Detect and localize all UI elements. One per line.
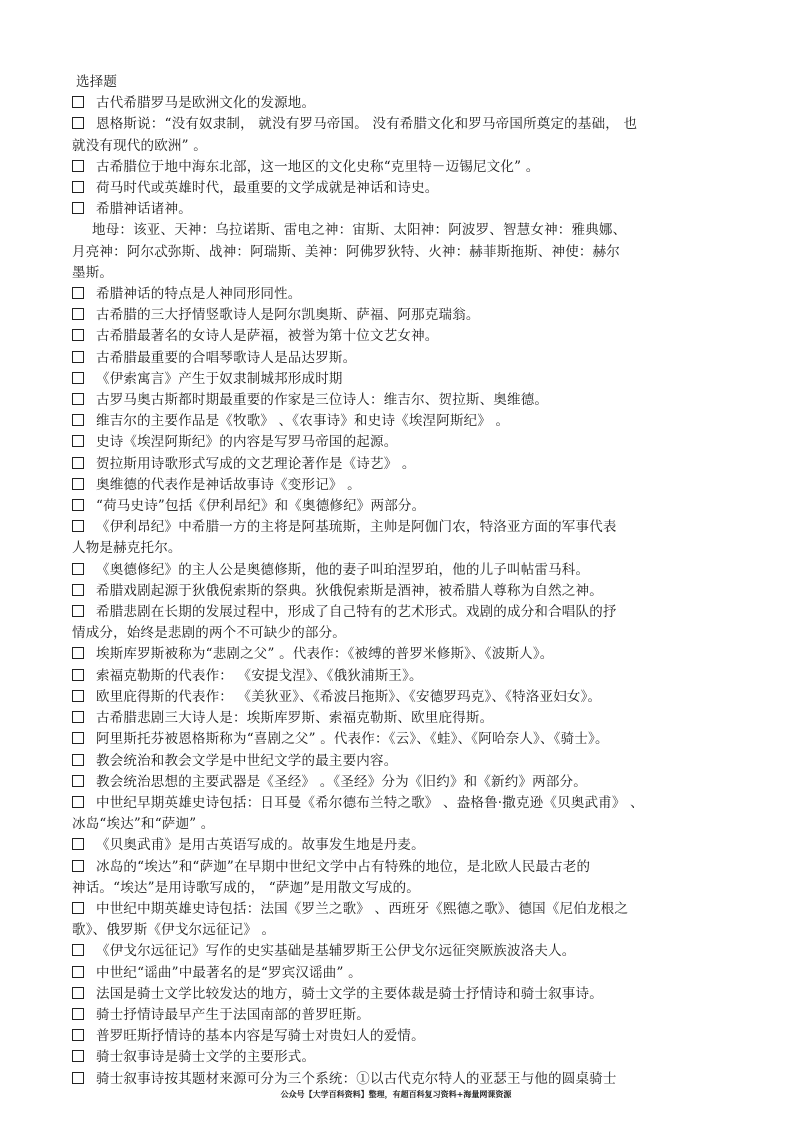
list-item-text: 冰岛“埃达”和“萨迦” 。 — [72, 816, 215, 833]
list-item — [72, 496, 712, 517]
list-item-continuation — [72, 136, 712, 157]
list-item-text: 中世纪早期英雄史诗包括：日耳曼《希尔德布兰特之歌》 、盎格鲁·撒克逊《贝奥武甫》 、 — [96, 794, 644, 811]
checkbox-icon — [72, 711, 84, 723]
list-item — [72, 602, 712, 623]
checkbox-icon — [72, 860, 84, 872]
checkbox-icon — [72, 308, 84, 320]
list-item-continuation — [72, 220, 712, 241]
list-item — [72, 178, 712, 199]
list-item — [72, 751, 712, 772]
list-item-text: 就没有现代的欧洲” 。 — [72, 137, 207, 154]
checkbox-icon — [72, 1050, 84, 1062]
list-item — [72, 1069, 712, 1090]
list-item — [72, 793, 712, 814]
checkbox-icon — [72, 987, 84, 999]
list-item-text: 希腊神话诸神。 — [96, 201, 192, 218]
list-item-continuation — [72, 538, 712, 559]
checkbox-icon — [72, 351, 84, 363]
list-item-text: 中世纪“谣曲”中最著名的是“罗宾汉谣曲” 。 — [96, 964, 362, 981]
list-item-text: 奥维德的代表作是神话故事诗《变形记》 。 — [96, 476, 361, 493]
list-item-text: 骑士抒情诗最早产生于法国南部的普罗旺斯。 — [96, 1006, 370, 1023]
list-item — [72, 114, 712, 135]
list-item — [72, 284, 712, 305]
list-item — [72, 963, 712, 984]
list-item — [72, 326, 712, 347]
list-item-text: 希腊神话的特点是人神同形同性。 — [96, 286, 302, 303]
list-item-text: 史诗《埃涅阿斯纪》的内容是写罗马帝国的起源。 — [96, 434, 398, 451]
list-item-continuation — [72, 920, 712, 941]
list-item — [72, 157, 712, 178]
checkbox-icon — [72, 605, 84, 617]
list-item-text: 《伊利昂纪》中希腊一方的主将是阿基琉斯，主帅是阿伽门农，特洛亚方面的军事代表 — [96, 519, 617, 536]
checkbox-icon — [72, 775, 84, 787]
checkbox-icon — [72, 563, 84, 575]
list-item-text: 月亮神：阿尔忒弥斯、战神：阿瑞斯、美神：阿佛罗狄特、火神：赫菲斯拖斯、神使：赫尔 — [72, 243, 620, 260]
list-item-text: 古希腊位于地中海东北部，这一地区的文化史称“克里特－迈锡尼文化” 。 — [96, 158, 540, 175]
list-item-text: 希腊戏剧起源于狄俄倪索斯的祭典。狄俄倪索斯是酒神，被希腊人尊称为自然之神。 — [96, 582, 603, 599]
list-item — [72, 772, 712, 793]
list-item-text: 法国是骑士文学比较发达的地方，骑士文学的主要体裁是骑士抒情诗和骑士叙事诗。 — [96, 985, 603, 1002]
checkbox-icon — [72, 160, 84, 172]
list-item — [72, 1047, 712, 1068]
list-item-text: 地母：该亚、天神：乌拉诺斯、雷电之神：宙斯、太阳神：阿波罗、智慧女神：雅典娜、 — [92, 222, 627, 239]
section-heading: 选择题 — [76, 74, 118, 90]
list-item-text: 教会统治和教会文学是中世纪文学的最主要内容。 — [96, 752, 398, 769]
list-item-text: 埃斯库罗斯被称为“悲剧之父” 。代表作：《被缚的普罗米修斯》、《波斯人》。 — [96, 646, 554, 663]
list-item-text: 教会统治思想的主要武器是《圣经》 。《圣经》分为《旧约》和《新约》两部分。 — [96, 773, 587, 790]
checkbox-icon — [72, 435, 84, 447]
list-item — [72, 1026, 712, 1047]
document-page — [72, 72, 712, 1090]
list-item-text: 人物是赫克托尔。 — [72, 540, 182, 557]
list-item-text: 索福克勒斯的代表作： 《安提戈涅》、《俄狄浦斯王》。 — [96, 667, 423, 684]
list-item-text: 《伊索寓言》产生于奴隶制城邦形成时期 — [96, 370, 343, 387]
list-item — [72, 411, 712, 432]
list-item — [72, 517, 712, 538]
list-item — [72, 390, 712, 411]
question-list — [72, 93, 712, 1090]
checkbox-icon — [72, 796, 84, 808]
list-item-continuation — [72, 242, 712, 263]
list-item-continuation — [72, 878, 712, 899]
checkbox-icon — [72, 732, 84, 744]
checkbox-icon — [72, 944, 84, 956]
checkbox-icon — [72, 690, 84, 702]
checkbox-icon — [72, 117, 84, 129]
list-item-text: 普罗旺斯抒情诗的基本内容是写骑士对贵妇人的爱情。 — [96, 1028, 425, 1045]
checkbox-icon — [72, 838, 84, 850]
checkbox-icon — [72, 393, 84, 405]
list-item — [72, 581, 712, 602]
list-item-text: 古罗马奥古斯都时期最重要的作家是三位诗人：维吉尔、贺拉斯、奥维德。 — [96, 392, 549, 409]
list-item-text: 骑士叙事诗是骑士文学的主要形式。 — [96, 1049, 316, 1066]
checkbox-icon — [72, 414, 84, 426]
checkbox-icon — [72, 584, 84, 596]
list-item — [72, 835, 712, 856]
checkbox-icon — [72, 647, 84, 659]
checkbox-icon — [72, 202, 84, 214]
list-item — [72, 475, 712, 496]
list-item-text: 古代希腊罗马是欧洲文化的发源地。 — [96, 95, 316, 112]
list-item — [72, 984, 712, 1005]
list-item-text: 欧里庇得斯的代表作： 《美狄亚》、《希波吕拖斯》、《安德罗玛克》、《特洛亚妇女》。 — [96, 688, 602, 705]
checkbox-icon — [72, 520, 84, 532]
list-item-text: 歌》、俄罗斯《伊戈尔远征记》 。 — [72, 922, 276, 939]
list-item-text: 古希腊最著名的女诗人是萨福，被誉为第十位文艺女神。 — [96, 328, 439, 345]
checkbox-icon — [72, 1008, 84, 1020]
list-item-text: 古希腊的三大抒情竖歌诗人是阿尔凯奥斯、萨福、阿那克瑞翁。 — [96, 307, 480, 324]
list-item — [72, 432, 712, 453]
list-item — [72, 348, 712, 369]
list-item — [72, 454, 712, 475]
list-item-text: 《伊戈尔远征记》写作的史实基础是基辅罗斯王公伊戈尔远征突厥族波洛夫人。 — [96, 943, 576, 960]
list-item-text: 神话。“埃达”是用诗歌写成的， “萨迦”是用散文写成的。 — [72, 879, 420, 896]
list-item — [72, 305, 712, 326]
list-item — [72, 666, 712, 687]
page-footer: 公众号【大学百科资料】整理，有超百科复习资料+海量网课资源 — [280, 1090, 512, 1099]
checkbox-icon — [72, 287, 84, 299]
list-item-text: 《贝奥武甫》是用古英语写成的。故事发生地是丹麦。 — [96, 837, 425, 854]
list-item — [72, 857, 712, 878]
checkbox-icon — [72, 1072, 84, 1084]
list-item-text: 冰岛的“埃达”和“萨迦”在早期中世纪文学中占有特殊的地位，是北欧人民最古老的 — [96, 858, 591, 875]
checkbox-icon — [72, 966, 84, 978]
checkbox-icon — [72, 478, 84, 490]
list-item-text: 恩格斯说：“没有奴隶制， 就没有罗马帝国。 没有希腊文化和罗马帝国所奠定的基础， 也 — [96, 116, 638, 133]
checkbox-icon — [72, 372, 84, 384]
list-item-continuation — [72, 814, 712, 835]
list-item — [72, 93, 712, 114]
list-item-text: 古希腊悲剧三大诗人是：埃斯库罗斯、索福克勒斯、欧里庇得斯。 — [96, 710, 494, 727]
list-item — [72, 899, 712, 920]
list-item — [72, 644, 712, 665]
checkbox-icon — [72, 902, 84, 914]
list-item — [72, 687, 712, 708]
list-item-text: 《奥德修纪》的主人公是奥德修斯，他的妻子叫珀涅罗珀，他的儿子叫帖雷马科。 — [96, 561, 590, 578]
list-item-text: 情成分，始终是悲剧的两个不可缺少的部分。 — [72, 625, 346, 642]
list-item — [72, 1005, 712, 1026]
checkbox-icon — [72, 1029, 84, 1041]
checkbox-icon — [72, 181, 84, 193]
checkbox-icon — [72, 457, 84, 469]
list-item — [72, 369, 712, 390]
list-item-text: 墨斯。 — [72, 264, 114, 281]
list-item — [72, 941, 712, 962]
checkbox-icon — [72, 96, 84, 108]
list-item-text: 古希腊最重要的合唱琴歌诗人是品达罗斯。 — [96, 349, 357, 366]
checkbox-icon — [72, 669, 84, 681]
list-item-text: 希腊悲剧在长期的发展过程中，形成了自己特有的艺术形式。戏剧的成分和合唱队的抒 — [96, 604, 617, 621]
list-item-text: 维吉尔的主要作品是《牧歌》 、《农事诗》和史诗《埃涅阿斯纪》 。 — [96, 413, 510, 430]
list-item — [72, 199, 712, 220]
list-item-text: “荷马史诗”包括《伊利昂纪》和《奥德修纪》两部分。 — [96, 498, 426, 515]
list-item-text: 贺拉斯用诗歌形式写成的文艺理论著作是《诗艺》 。 — [96, 455, 416, 472]
list-item-text: 阿里斯托芬被恩格斯称为“喜剧之父” 。代表作：《云》、《蛙》、《阿哈奈人》、《骑士》。 — [96, 731, 609, 748]
checkbox-icon — [72, 329, 84, 341]
list-item-continuation — [72, 263, 712, 284]
list-item — [72, 560, 712, 581]
checkbox-icon — [72, 754, 84, 766]
list-item-text: 中世纪中期英雄史诗包括：法国《罗兰之歌》 、西班牙《熙德之歌》、德国《尼伯龙根之 — [96, 900, 629, 917]
list-item — [72, 729, 712, 750]
list-item-text: 骑士叙事诗按其题材来源可分为三个系统：①以古代克尔特人的亚瑟王与他的圆桌骑士 — [96, 1070, 617, 1087]
list-item-text: 荷马时代或英雄时代，最重要的文学成就是神话和诗史。 — [96, 180, 439, 197]
list-item — [72, 708, 712, 729]
list-item-continuation — [72, 623, 712, 644]
checkbox-icon — [72, 499, 84, 511]
